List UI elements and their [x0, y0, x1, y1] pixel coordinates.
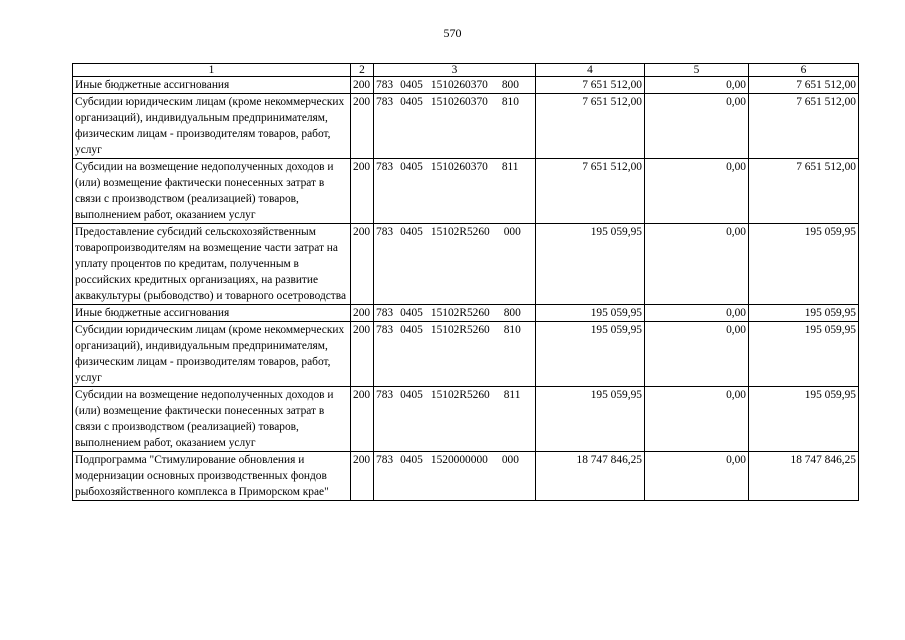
row-col6: 195 059,95: [749, 387, 859, 452]
row-col6: 18 747 846,25: [749, 452, 859, 501]
table-row: [73, 452, 859, 501]
row-name: Субсидии юридическим лицам (кроме некоммерческих организаций), индивидуальным предпринимателям, физическим лицам - производителям товаров, работ, услуг: [73, 94, 351, 159]
code-section: 0405: [400, 307, 423, 319]
column-header-5: 5: [645, 64, 749, 77]
row-col4: 7 651 512,00: [536, 159, 645, 224]
row-col5: 0,00: [645, 322, 749, 387]
row-code: [374, 452, 536, 501]
row-col5: 0,00: [645, 224, 749, 305]
row-name: Субсидии юридическим лицам (кроме некоммерческих организаций), индивидуальным предпринимателям, физическим лицам - производителям товаров, работ, услуг: [73, 322, 351, 387]
code-section: 0405: [400, 96, 423, 108]
code-section: 0405: [400, 454, 423, 466]
row-col4: 195 059,95: [536, 322, 645, 387]
row-col5: 0,00: [645, 305, 749, 322]
table-row: [73, 387, 859, 452]
row-col5: 0,00: [645, 94, 749, 159]
code-chapter: 783: [376, 96, 394, 108]
code-section: 0405: [400, 324, 423, 336]
column-header-1: 1: [73, 64, 351, 77]
code-target: 1520000000: [430, 454, 488, 466]
row-col2: 200: [351, 159, 374, 224]
row-col5: 0,00: [645, 159, 749, 224]
row-col2: 200: [351, 305, 374, 322]
code-chapter: 783: [376, 324, 394, 336]
row-code: [374, 322, 536, 387]
column-header-4: 4: [536, 64, 645, 77]
row-name: Иные бюджетные ассигнования: [73, 305, 351, 322]
code-type: 811: [503, 389, 521, 401]
row-col6: 7 651 512,00: [749, 94, 859, 159]
page-number: 570: [443, 26, 462, 40]
row-col2: 200: [351, 94, 374, 159]
code-type: 000: [501, 454, 519, 466]
code-chapter: 783: [376, 226, 394, 238]
code-type: 810: [501, 96, 519, 108]
row-col5: 0,00: [645, 77, 749, 94]
row-col2: 200: [351, 322, 374, 387]
row-col4: 7 651 512,00: [536, 77, 645, 94]
row-name: Иные бюджетные ассигнования: [73, 77, 351, 94]
table-row: [73, 305, 859, 322]
code-chapter: 783: [376, 161, 394, 173]
code-target: 15102R5260: [430, 307, 490, 319]
code-type: 800: [501, 79, 519, 91]
row-col2: 200: [351, 224, 374, 305]
budget-table: [72, 63, 859, 501]
row-col2: 200: [351, 387, 374, 452]
code-type: 810: [503, 324, 521, 336]
row-col6: 7 651 512,00: [749, 77, 859, 94]
code-target: 15102R5260: [430, 389, 490, 401]
table-row: [73, 322, 859, 387]
table-row: [73, 224, 859, 305]
code-chapter: 783: [376, 307, 394, 319]
row-name: Субсидии на возмещение недополученных доходов и (или) возмещение фактически понесенных затрат в связи с производством (реализацией) товаров, выполнением работ, оказанием услуг: [73, 159, 351, 224]
code-type: 000: [503, 226, 521, 238]
row-col4: 195 059,95: [536, 305, 645, 322]
code-section: 0405: [400, 226, 423, 238]
row-col6: 195 059,95: [749, 224, 859, 305]
column-header-6: 6: [749, 64, 859, 77]
row-code: [374, 387, 536, 452]
table-row: [73, 77, 859, 94]
row-col6: 7 651 512,00: [749, 159, 859, 224]
header-row: [73, 64, 859, 77]
row-col2: 200: [351, 452, 374, 501]
row-col4: 18 747 846,25: [536, 452, 645, 501]
column-header-3: 3: [374, 64, 536, 77]
code-chapter: 783: [376, 454, 394, 466]
code-target: 15102R5260: [430, 324, 490, 336]
code-section: 0405: [400, 389, 423, 401]
table-body: [73, 77, 859, 501]
code-chapter: 783: [376, 79, 394, 91]
row-code: [374, 224, 536, 305]
code-section: 0405: [400, 79, 423, 91]
code-section: 0405: [400, 161, 423, 173]
row-col4: 195 059,95: [536, 224, 645, 305]
table-row: [73, 159, 859, 224]
row-col4: 7 651 512,00: [536, 94, 645, 159]
table-row: [73, 94, 859, 159]
row-code: [374, 77, 536, 94]
row-col4: 195 059,95: [536, 387, 645, 452]
row-col5: 0,00: [645, 387, 749, 452]
code-target: 1510260370: [430, 79, 488, 91]
row-name: Подпрограмма "Стимулирование обновления и модернизации основных производственных фондов рыбохозяйственного комплекса в Приморском крае": [73, 452, 351, 501]
row-code: [374, 94, 536, 159]
code-chapter: 783: [376, 389, 394, 401]
row-code: [374, 159, 536, 224]
row-col6: 195 059,95: [749, 305, 859, 322]
row-col5: 0,00: [645, 452, 749, 501]
code-type: 800: [503, 307, 521, 319]
code-target: 15102R5260: [430, 226, 490, 238]
row-name: Субсидии на возмещение недополученных доходов и (или) возмещение фактически понесенных затрат в связи с производством (реализацией) товаров, выполнением работ, оказанием услуг: [73, 387, 351, 452]
row-col2: 200: [351, 77, 374, 94]
row-col6: 195 059,95: [749, 322, 859, 387]
row-name: Предоставление субсидий сельскохозяйственным товаропроизводителям на возмещение части затрат на уплату процентов по кредитам, полученным в российских кредитных организациях, на развитие аквакультуры (рыбоводство) и товарного осетроводства: [73, 224, 351, 305]
code-target: 1510260370: [430, 96, 488, 108]
code-target: 1510260370: [430, 161, 488, 173]
row-code: [374, 305, 536, 322]
column-header-2: 2: [351, 64, 374, 77]
code-type: 811: [501, 161, 519, 173]
